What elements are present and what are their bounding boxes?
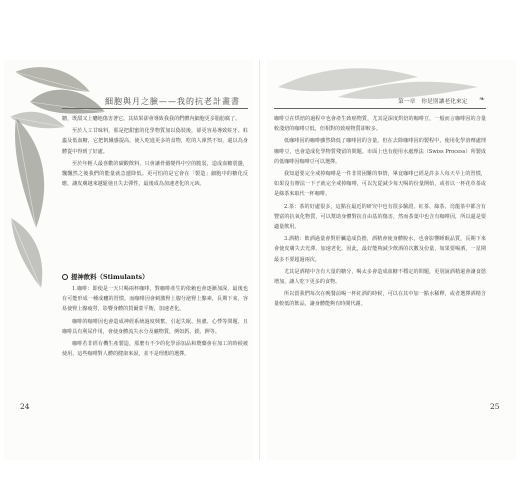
paragraph: 我知道要完全戒掉咖啡是一件非常困難的事情，畢竟咖啡已經是許多人每天早上的習慣，如果沒有辦法一下子就完全戒掉咖啡，可以先從減少每天喝的份量開始，或者以一杯花草茶或是綠茶來取代一杯咖啡。 <box>274 171 486 198</box>
running-head: 細胞與月之臉——我的抗老計畫書 <box>105 97 240 106</box>
paragraph: 至於年輕人最喜歡的碳酸飲料，只會讓骨骼變得中空的脆弱，造成血糖震盪，飄飄然之後我們的能量就急遽降低。更可怕的是它會在「製造」細胞中的糖化反應，讓皮膚越來越鬆弛且失去彈性，最後成為加速老化的元凶。 <box>62 160 248 188</box>
chapter-label: 第一章 你是別讓老化來定 <box>398 99 468 105</box>
paragraph: 所以當我們每次在晚餐前喝一杯紅酒的時候，可以在其中加一點水稀釋，或者選擇酒精含量較低的飲品，讓身體能夠有時間代謝。 <box>274 291 486 308</box>
paragraph: 低咖啡因的咖啡雖然降低了咖啡因的含量，但在去除咖啡因的製程中，使用化學溶劑處理咖啡豆，也會造成化學物質殘留的問題。市面上也有使用水處理法（Swiss Process）所製成的低咖啡因咖啡豆可以選擇。 <box>274 138 486 165</box>
page-number-right: 25 <box>490 402 500 411</box>
header-rule <box>274 108 486 109</box>
circle-bullet-icon <box>62 274 68 280</box>
paragraph: 糖，既甜又上癮地傷害著它。其結果卻會導致我我的們體內細胞更多脂肪腐了。 <box>62 116 241 122</box>
paragraph: 至於人工甘味料，那是把甜蜜的化學物質加以偽裝後，卻更容易導致蛀牙、蛀蟲及低血糖，它把飢餓感提高，使人吃進更多的食物，吃的人渾然不知，還以為身體從中得到了好處。 <box>62 128 248 155</box>
leaf-decoration-icon <box>6 118 58 288</box>
paragraph: 咖啡豆在烘焙的過程中也會產生致癌物質，尤其是深度烘焙的咖啡豆，一般而言咖啡因的含量較淺焙的咖啡豆低，但相對的致癌物質卻較多。 <box>274 116 486 133</box>
paragraph: 尤其是酒精中含有大量的糖分，喝太多會造成血糖不穩定的問題，更別說酒精還會讓食慾增加，讓人吃下更多的食物。 <box>274 268 486 286</box>
right-body <box>274 114 486 398</box>
book-gutter <box>259 60 260 460</box>
left-body-bottom <box>62 284 248 396</box>
page-number-left: 24 <box>20 402 30 411</box>
header-rule <box>62 108 248 109</box>
paragraph: 3.酒精：飲酒過量會對肝臟造成負擔，酒精會使身體脫水，也會影響睡眠品質，長期下來會使皮膚失去光澤、加速老化。因此，最好能夠減少飲酒的次數及份量，如果要喝酒，一星期最多不要超過兩次。 <box>274 236 486 263</box>
paragraph: 咖啡的咖啡因也會造成神經系統過度興奮，引起失眠、焦慮、心悸等問題，且咖啡具有利尿作用，會使身體流失水分及礦物質，例如鈣、鎂、鉀等。 <box>62 318 248 335</box>
section-heading <box>62 272 149 281</box>
paragraph: 1.咖啡：即使是一天只喝兩杯咖啡，對咖啡產生的依賴也會逐漸加深，最後也有可能形成一種成癮的習慣。而咖啡因會刺激腎上腺分泌腎上腺素，長期下來，容易使腎上腺疲勞，影響身體的賀爾蒙平衡，加速老化。 <box>62 286 248 313</box>
leaf-mark-icon: ❧ <box>479 95 485 103</box>
left-body-top <box>62 114 248 270</box>
paragraph: 咖啡若非經有機生產製造，那麼有不少的化學添加品和農藥會在加工的時候被使用，這些咖啡對人體的健康來說，並不是理想的選擇。 <box>62 341 248 358</box>
section-title: 提神飲料（Stimulants） <box>71 273 149 281</box>
paragraph: 2.茶：茶的好處很多，這點在最近的研究中也有很多驗證。紅茶、綠茶、烏龍茶中都含有豐富的抗氧化物質，可以幫助身體對抗自由基的傷害，然而茶葉中也含有咖啡因，所以還是要適量飲用。 <box>274 203 486 231</box>
